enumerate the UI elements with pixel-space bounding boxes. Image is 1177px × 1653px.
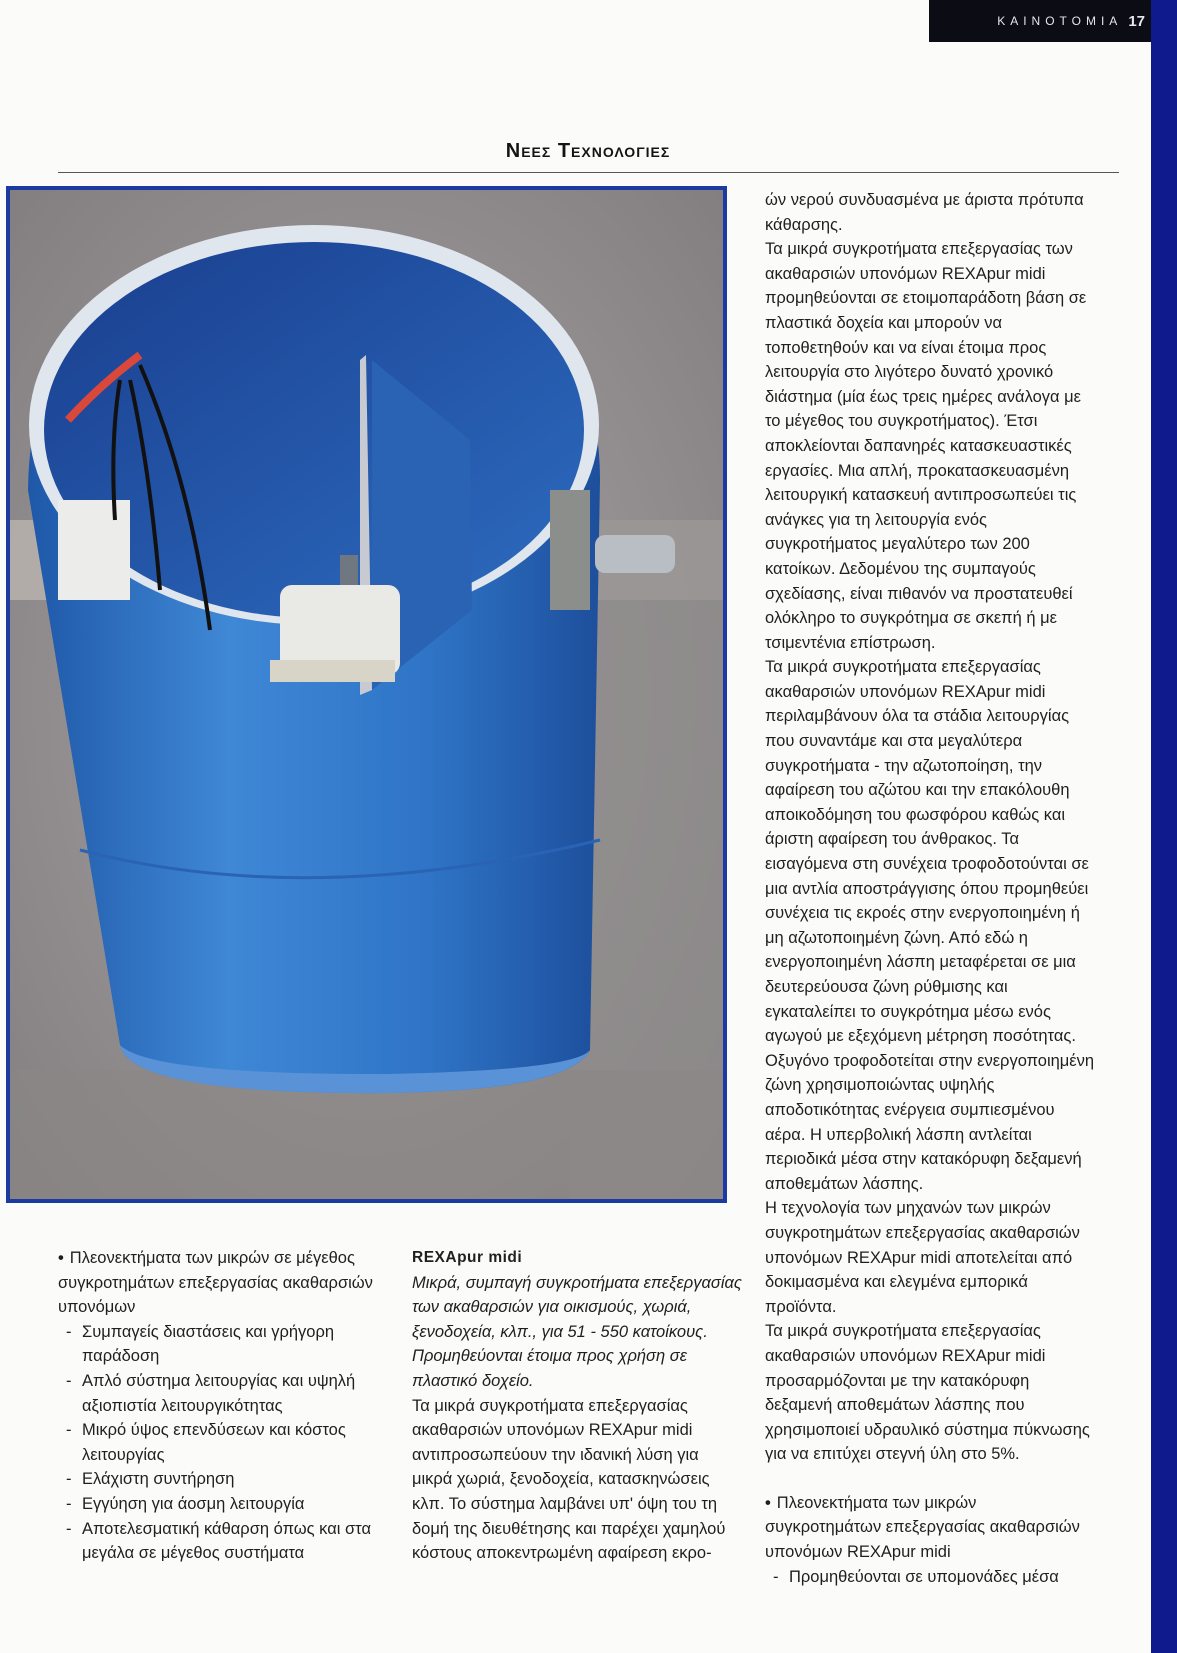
right-column <box>765 188 1097 1589</box>
page-edge-bar <box>1151 0 1177 1653</box>
bullet-icon: • <box>765 1493 771 1512</box>
paragraph: ών νερού συνδυασμένα με άριστα πρότυπα κάθαρσης. <box>765 191 1084 234</box>
advantages-list <box>58 1320 390 1566</box>
title-divider <box>58 172 1119 173</box>
tank-photo <box>6 186 727 1203</box>
list-item: - Ελάχιστη συντήρηση <box>58 1467 390 1492</box>
section-tag <box>929 0 1151 42</box>
paragraph: Τα μικρά συγκροτήματα επεξεργασίας ακαθαρσιών υπονόμων REXApur midi προσαρμόζονται με την κατακόρυφη δεξαμενή αποθεμάτων λάσπης που χρησιμοποιεί υδραυλικό σύστημα πύκνωσης για να επιτύχει στεγνή ύλη στο 5%. <box>765 1322 1090 1464</box>
left-column <box>58 1246 390 1566</box>
list-item: - Απλό σύστημα λειτουργίας και υψηλή αξιοπιστία λειτουργικότητας <box>58 1369 390 1418</box>
product-body: Τα μικρά συγκροτήματα επεξεργασίας ακαθαρσιών υπονόμων REXApur midi αντιπροσωπεύουν την ιδανική λύση για μικρά χωριά, ξενοδοχεία, κατασκηνώσεις κλπ. Το σύστημα λαμβάνει υπ' όψη του τη δομή της διευθέτησης και παρέχει χαμηλού κόστους αποκεντρωμένη αφαίρεση εκρο- <box>412 1396 726 1563</box>
spacer <box>765 1467 1097 1491</box>
list-item: - Αποτελεσματική κάθαρση όπως και στα μεγάλα σε μέγεθος συστήματα <box>58 1517 390 1566</box>
middle-column <box>412 1246 742 1566</box>
advantages-heading: • Πλεονεκτήματα των μικρών σε μέγεθος συγκροτημάτων επεξεργασίας ακαθαρσιών υπονόμων <box>58 1249 373 1317</box>
paragraph: Τα μικρά συγκροτήματα επεξεργασίας των ακαθαρσιών υπονόμων REXApur midi προμηθεύονται σε ετοιμοπαράδοτη βάση σε πλαστικά δοχεία και μπορούν να τοποθετηθούν και να είναι έτοιμα προς λειτουργία στο λιγότερο δυνατό χρονικό διάστημα (μία έως τρεις ημέρες ανάλογα με το μέγεθος του συγκροτήματος). Έτσι αποκλείονται δαπανηρές κατασκευαστικές εργασίες. Μια απλή, προκατασκευασμένη λειτουργική κατασκευή αντιπροσωπεύει τις ανάγκες για τη λειτουργία ενός συγκροτήματος μεγαλύτερο των 200 κατοίκων. Δεδομένου της συμπαγούς σχεδίασης, είναι πιθανόν να προστατευθεί ολόκληρο το συγκρότημα σε σκεπή ή με τσιμεντένια επίστρωση. <box>765 240 1087 652</box>
list-item: - Εγγύηση για άοσμη λειτουργία <box>58 1492 390 1517</box>
product-heading: REXApur midi <box>412 1249 523 1266</box>
section-label: ΚΑΙΝΟΤΟΜΙΑ <box>997 14 1123 28</box>
list-item: - Συμπαγείς διαστάσεις και γρήγορη παράδοση <box>58 1320 390 1369</box>
paragraph: Η τεχνολογία των μηχανών των μικρών συγκροτημάτων επεξεργασίας ακαθαρσιών υπονόμων REXApur midi αποτελείται από δοκιμασμένα και ελεγμένα εμπορικά προϊόντα. <box>765 1199 1080 1316</box>
bullet-icon: • <box>58 1249 64 1267</box>
blue-tank-illustration <box>10 190 723 1199</box>
paragraph: Τα μικρά συγκροτήματα επεξεργασίας ακαθαρσιών υπονόμων REXApur midi περιλαμβάνουν όλα τα στάδια λειτουργίας που συναντάμε και στα μεγαλύτερα συγκροτήματα - την αζωτοποίηση, την αφαίρεση του αζώτου και την επακόλουθη αποικοδόμηση του φωσφόρου καθώς και άριστη αφαίρεση του άνθρακος. Τα εισαγόμενα στη συνέχεια τροφοδοτούνται σε μια αντλία αποστράγγισης όπου προμηθεύει συνέχεια τις εκροές στην ενεργοποιημένη ή μη αζωτοποιημένη ζώνη. Από εδώ η ενεργοποιημένη λάσπη μεταφέρεται σε μια δευτερεύουσα ζώνη ρύθμισης και εγκαταλείπει το συγκρότημα μέσω ενός αγωγού με εξεχόμενη μέτρηση ποσότητας. Οξυγόνο τροφοδοτείται στην ενεργοποιημένη ζώνη χρησιμοποιώντας υψηλής αποδοτικότητας ενέργεια συμπιεσμένου αέρα. Η υπερβολική λάσπη αντλείται περιοδικά μέσα στην κατακόρυφη δεξαμενή αποθεμάτων λάσπης. <box>765 658 1095 1193</box>
page-number: 17 <box>1128 12 1145 30</box>
list-item: - Μικρό ύψος επενδύσεων και κόστος λειτουργίας <box>58 1418 390 1467</box>
advantages-list <box>765 1565 1097 1590</box>
advantages-heading: • Πλεονεκτήματα των μικρών συγκροτημάτων επεξεργασίας ακαθαρσιών υπονόμων REXApur midi <box>765 1493 1080 1562</box>
product-lead: Μικρά, συμπαγή συγκροτήματα επεξεργασίας των ακαθαρσιών για οικισμούς, χωριά, ξενοδοχεία, κλπ., για 51 - 550 κατοίκους. Προμηθεύονται έτοιμα προς χρήση σε πλαστικό δοχείο. <box>412 1273 742 1390</box>
list-item: - Προμηθεύονται σε υπομονάδες μέσα <box>765 1565 1097 1590</box>
page-title: Νεες Τεχνολογιες <box>505 140 671 162</box>
